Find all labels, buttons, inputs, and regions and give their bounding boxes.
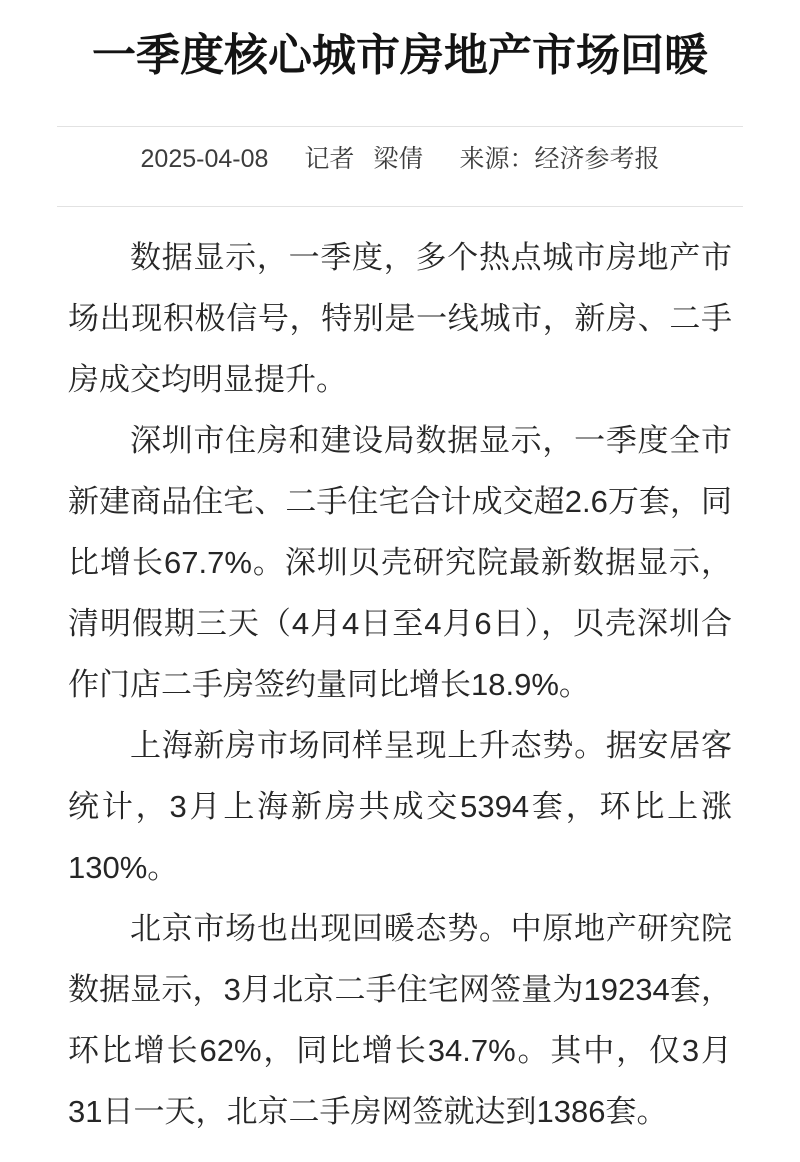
- meta-source-label: 来源：: [459, 145, 535, 173]
- body-paragraph-1: 数据显示，一季度，多个热点城市房地产市场出现积极信号，特别是一线城市，新房、二手房成交均明显提升。: [68, 240, 732, 397]
- article-title: 一季度核心城市房地产市场回暖: [92, 31, 708, 80]
- meta-reporter-label: 记者: [304, 145, 355, 173]
- body-paragraph-2: 深圳市住房和建设局数据显示，一季度全市新建商品住宅、二手住宅合计成交超2.6万套，同比增长67.7%。深圳贝壳研究院最新数据显示，清明假期三天（4月4日至4月6日），贝壳深圳合作门店二手房签约量同比增长18.9%。: [68, 423, 732, 702]
- meta-date: 2025-04-08: [140, 145, 269, 173]
- divider-bottom: [57, 206, 743, 207]
- article-meta: [57, 127, 743, 206]
- body-paragraph-3: 上海新房市场同样呈现上升态势。据安居客统计，3月上海新房共成交5394套，环比上涨130%。: [68, 728, 732, 885]
- article-page: [0, 28, 800, 1162]
- body-paragraph-4: 北京市场也出现回暖态势。中原地产研究院数据显示，3月北京二手住宅网签量为19234套，环比增长62%，同比增长34.7%。其中，仅3月31日一天，北京二手房网签就达到1386套。: [68, 911, 732, 1129]
- meta-reporter-name: 梁倩: [373, 145, 424, 173]
- article-body: [68, 227, 732, 1142]
- meta-source-name: 经济参考报: [534, 145, 660, 173]
